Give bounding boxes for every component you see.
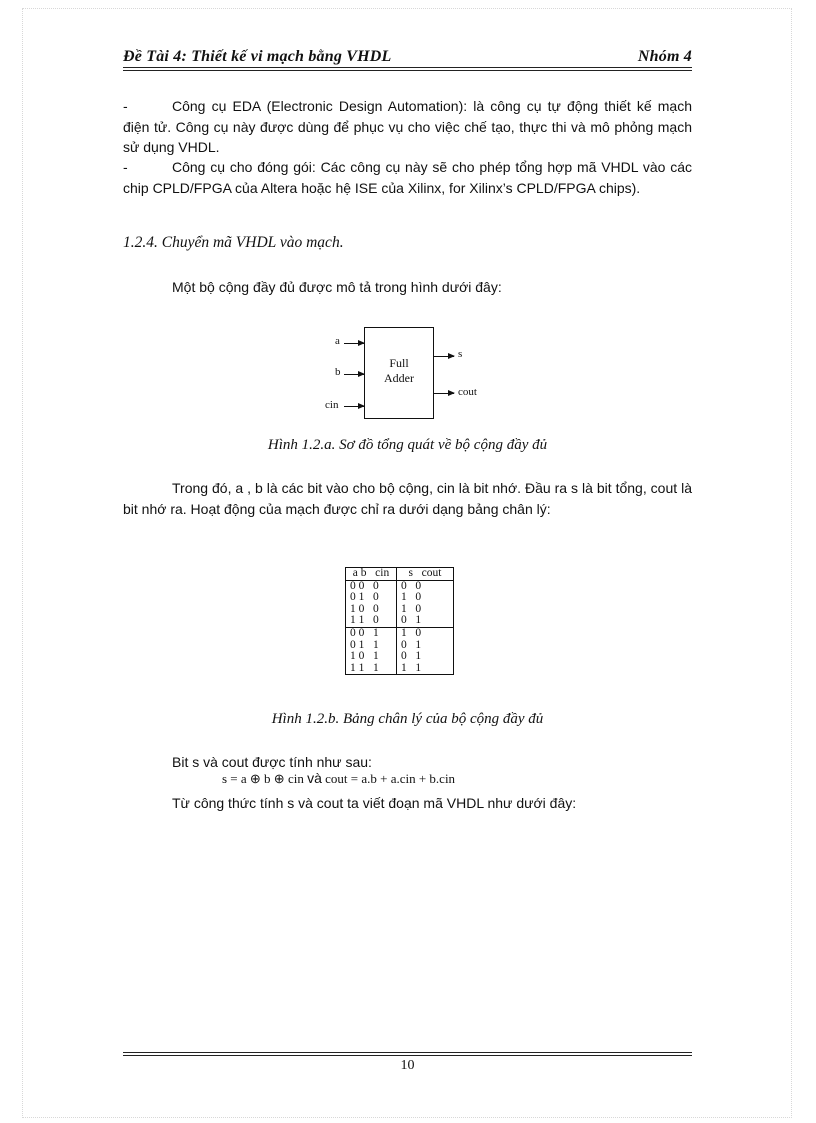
table-row	[346, 663, 454, 675]
row-outputs: 0 0	[401, 579, 422, 592]
table-row	[346, 615, 454, 627]
page-number: 10	[400, 1058, 415, 1073]
bullet-eda-text: Công cụ EDA (Electronic Design Automation): là công cụ tự động thiết kế mạch điện tử. Công cụ này được dùng để phục vụ cho việc chế tạo, thực thi và mô phỏng mạch sử dụng VHDL.	[123, 98, 692, 155]
header-inputs: a b cin	[346, 568, 397, 581]
row-outputs: 1 0	[397, 627, 454, 639]
row-inputs: 0 0 1	[346, 627, 397, 639]
section-title: 1.2.4. Chuyển mã VHDL vào mạch.	[123, 234, 344, 251]
full-adder-label	[364, 356, 434, 386]
footer-rule	[123, 1052, 692, 1053]
description-text: Trong đó, a , b là các bit vào cho bộ cộng, cin là bit nhớ. Đầu ra s là bit tổng, cout là bit nhớ ra. Hoạt động của mạch được chỉ ra dưới dạng bảng chân lý:	[123, 480, 692, 517]
bullet-dash: -	[123, 159, 128, 175]
row-inputs: 1 0 0	[346, 604, 397, 616]
header-rule	[123, 67, 692, 68]
row-outputs: 0 1	[401, 614, 422, 627]
row-inputs: 0 1 0	[346, 592, 397, 604]
row-outputs: 0 1	[401, 638, 422, 651]
row-outputs: 1 0	[401, 591, 422, 604]
output-arrow-s	[434, 356, 454, 357]
closing-text: Từ công thức tính s và cout ta viết đoạn mã VHDL như dưới đây:	[172, 795, 577, 811]
truth-table	[345, 567, 454, 675]
input-label-a: a	[335, 335, 340, 347]
full-adder-label-line2: Adder	[384, 371, 414, 385]
input-label-b: b	[335, 366, 341, 378]
row-inputs: 1 1 1	[346, 663, 397, 675]
row-outputs: 0 1	[401, 650, 422, 663]
footer-rule-double	[123, 1055, 692, 1056]
header-outputs: s cout	[397, 568, 454, 581]
input-arrow-cin	[344, 406, 364, 407]
input-arrow-b	[344, 374, 364, 375]
row-outputs: 1 1	[401, 661, 422, 674]
bullet-dash: -	[123, 98, 128, 114]
bullet-packaging-text: Công cụ cho đóng gói: Các công cụ này sẽ cho phép tổng hợp mã VHDL vào các chip CPLD/FPGA của Altera hoặc hệ ISE của Xilinx, for Xilinx’s CPLD/FPGA chips).	[123, 159, 692, 196]
full-adder-label-line1: Full	[389, 356, 409, 370]
formula-carry: cout = a.b + a.cin + b.cin	[325, 771, 456, 786]
figure-b-caption: Hình 1.2.b. Bảng chân lý của bộ cộng đầy đủ	[271, 711, 544, 727]
output-arrow-cout	[434, 393, 454, 394]
output-label-s: s	[458, 348, 463, 360]
formula-line	[222, 770, 455, 787]
header-group: Nhóm 4	[637, 48, 692, 65]
intro-paragraph	[123, 277, 692, 298]
input-label-cin: cin	[325, 399, 339, 411]
bullet-packaging	[123, 157, 692, 198]
row-inputs: 0 0 0	[346, 580, 397, 592]
table-row	[346, 627, 454, 639]
header-rule-double	[123, 70, 692, 71]
row-inputs: 1 0 1	[346, 651, 397, 663]
bullet-eda	[123, 96, 692, 158]
formula-joiner: và	[307, 770, 322, 786]
description-paragraph	[123, 478, 692, 519]
closing-paragraph	[123, 793, 692, 814]
row-inputs: 0 1 1	[346, 640, 397, 652]
calc-intro-text: Bit s và cout được tính như sau:	[172, 754, 372, 770]
formula-sum: s = a ⊕ b ⊕ cin	[222, 771, 304, 786]
table-row	[346, 651, 454, 663]
row-outputs: 1 0	[401, 602, 422, 615]
page-header	[123, 48, 692, 70]
input-arrow-a	[344, 343, 364, 344]
output-label-cout: cout	[458, 386, 477, 398]
full-adder-diagram	[318, 325, 498, 425]
figure-a-caption: Hình 1.2.a. Sơ đồ tổng quát về bộ cộng đầy đủ	[267, 437, 548, 453]
row-inputs: 1 1 0	[346, 615, 397, 627]
header-title: Đề Tài 4: Thiết kế vi mạch bằng VHDL	[123, 48, 392, 65]
intro-text: Một bộ cộng đầy đủ được mô tả trong hình dưới đây:	[172, 279, 502, 295]
truth-table-header-row	[346, 568, 454, 581]
